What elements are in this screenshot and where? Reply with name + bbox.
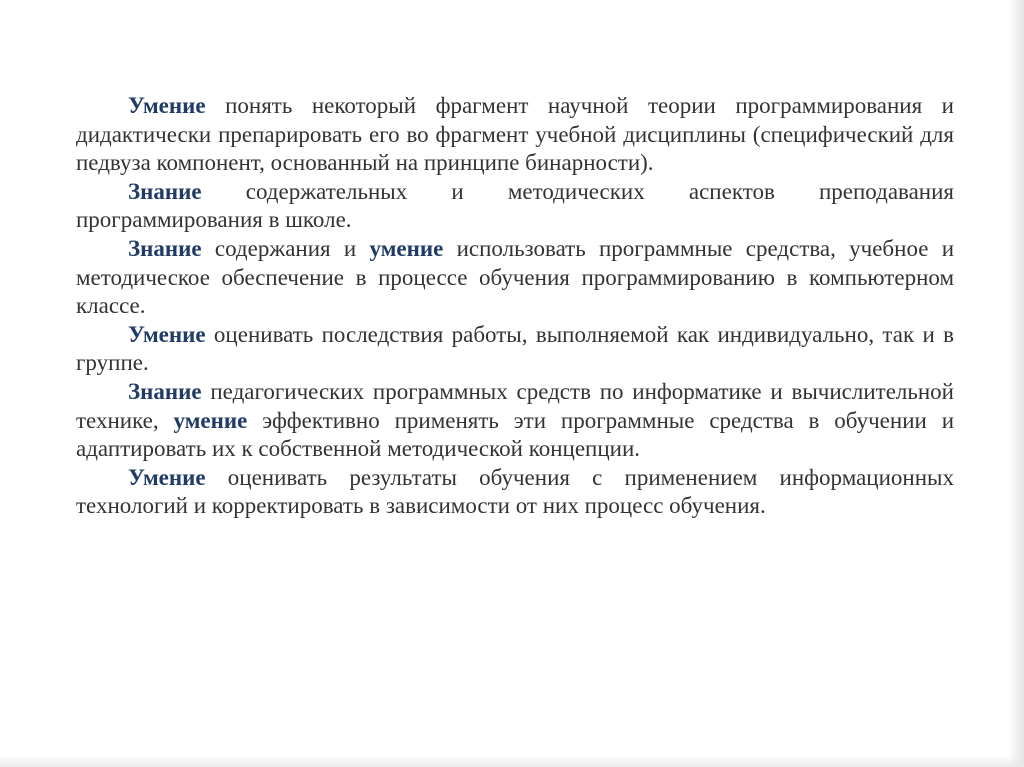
keyword-znanie: Знание [128, 178, 202, 204]
keyword-umenie: умение [173, 407, 248, 433]
paragraph-text: эффективно применять эти программные средства в обучении и адаптировать их к собственной методической концепции. [76, 407, 955, 462]
paragraph-text: содержания и [201, 235, 370, 261]
paragraph-5 [76, 378, 954, 464]
keyword-umenie: Умение [128, 464, 206, 490]
paragraph-6 [76, 464, 954, 521]
paragraph-text: педагогических программных средств по информатике и вычислительной технике, [76, 378, 954, 433]
paragraph-text: содержательных и методических аспектов преподавания программирования в школе. [76, 178, 954, 233]
slide-body-text [76, 92, 954, 521]
paragraph-text: оценивать последствия работы, выполняемой как индивидуально, так и в группе. [76, 321, 954, 376]
paragraph-text: понять некоторый фрагмент научной теории программирования и дидактически препарировать его во фрагмент учебной дисциплины (специфический для педвуза компонент, основанный на принципе бинарности). [76, 93, 954, 176]
keyword-znanie: Знание [128, 235, 202, 261]
paragraph-1 [76, 92, 954, 178]
paragraph-3 [76, 235, 954, 321]
paragraph-4 [76, 321, 954, 378]
keyword-umenie: Умение [128, 321, 206, 347]
keyword-znanie: Знание [128, 378, 202, 404]
paragraph-2 [76, 178, 954, 235]
paragraph-text: использовать программные средства, учебное и методическое обеспечение в процессе обучения программированию в компьютерном классе. [76, 235, 955, 319]
slide-edge-shadow-right [1008, 0, 1024, 767]
paragraph-text: оценивать результаты обучения с применением информационных технологий и корректировать в зависимости от них процесс обучения. [76, 464, 954, 519]
slide-edge-shadow-bottom [0, 755, 1024, 767]
keyword-umenie: Умение [128, 93, 206, 118]
keyword-umenie: умение [369, 235, 444, 261]
